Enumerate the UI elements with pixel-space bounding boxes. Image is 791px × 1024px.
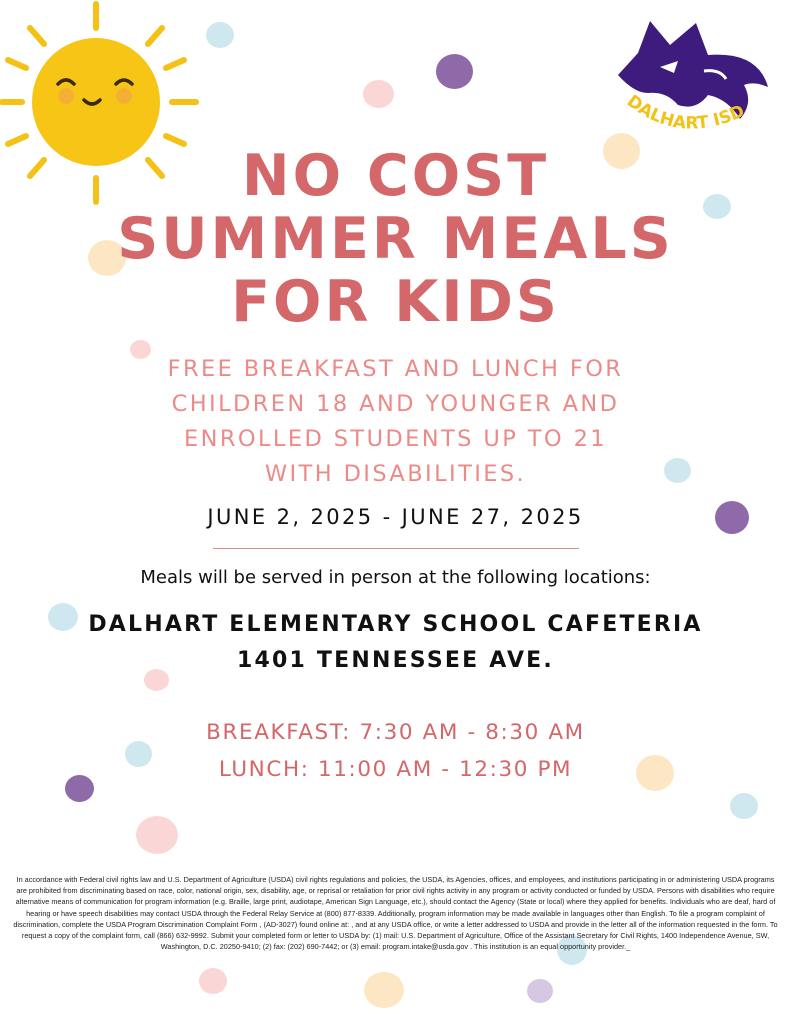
dot xyxy=(436,54,473,89)
dot xyxy=(136,816,178,854)
headline-line-1: NO COST xyxy=(241,143,550,209)
subhead-line-2: CHILDREN 18 AND YOUNGER AND xyxy=(171,391,620,417)
headline-line-3: FOR KIDS xyxy=(231,269,560,335)
logo-text: DALHART ISD xyxy=(623,91,748,134)
subhead-line-1: FREE BREAKFAST AND LUNCH FOR xyxy=(167,356,624,382)
dalhart-isd-logo xyxy=(608,15,778,155)
nondiscrimination-statement: In accordance with Federal civil rights law and U.S. Department of Agriculture (USDA) civil rights regulations and policies, the USDA, its Agencies, offices, and employees, and institutions participating in or administering USDA programs are prohibited from discriminating based on race, color, national origin, sex, disability, age, or reprisal or retaliation for prior civil rights activity in any program or activity conducted or funded by USDA. Persons with disabilities who require alternative means of communication for program information (e.g. Braille, large print, audiotape, American Sign Language, etc.), should contact the Agency (State or local) where they applied for benefits. Individuals who are deaf, hard of hearing or have speech disabilities may contact USDA through the Federal Relay Service at (800) 877-8339. Additionally, program information may be made available in languages other than English. To file a program complaint of discrimination, complete the USDA Program Discrimination Complaint Form , (AD-3027) found online at: , and at any USDA office, or write a letter addressed to USDA and provide in the letter all of the information requested in the form. To request a copy of the complaint form, call (866) 632-9992. Submit your completed form or letter to USDA by: (1) mail: U.S. Department of Agriculture, Office of the Assistant Secretary for Civil Rights, 1400 Independence Avenue, SW, Washington, D.C. 20250-9410; (2) fax: (202) 690-7442; or (3) email: program.intake@usda.gov . This institution is an equal opportunity provider._ xyxy=(13,875,778,952)
divider xyxy=(213,548,579,549)
location-name: DALHART ELEMENTARY SCHOOL CAFETERIA xyxy=(88,612,703,637)
lunch-hours: LUNCH: 11:00 AM - 12:30 PM xyxy=(218,757,573,782)
location-address: 1401 TENNESSEE AVE. xyxy=(237,648,554,673)
wildcat-logo-icon xyxy=(608,15,778,155)
dot xyxy=(363,80,394,108)
dot xyxy=(527,979,553,1003)
headline-line-2: SUMMER MEALS xyxy=(117,206,674,272)
dot xyxy=(364,972,404,1008)
served-text: Meals will be served in person at the following locations: xyxy=(140,567,651,588)
dot xyxy=(206,22,234,48)
breakfast-hours: BREAKFAST: 7:30 AM - 8:30 AM xyxy=(206,720,585,745)
dot xyxy=(730,793,758,819)
subhead-line-3: ENROLLED STUDENTS UP TO 21 xyxy=(183,426,608,452)
subhead-line-4: WITH DISABILITIES. xyxy=(264,461,527,487)
dot xyxy=(199,968,227,994)
program-dates: JUNE 2, 2025 - JUNE 27, 2025 xyxy=(207,505,584,529)
